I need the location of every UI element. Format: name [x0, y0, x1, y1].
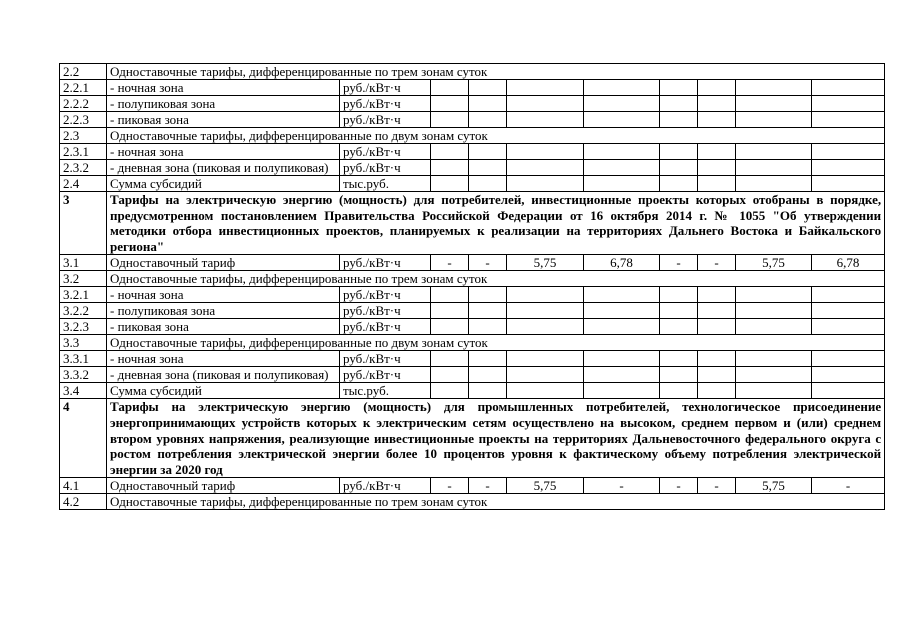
value-cell [698, 176, 736, 192]
value-cell [507, 112, 584, 128]
table-row [60, 160, 885, 176]
subsection-label: Одноставочные тарифы, дифференцированные по трем зонам суток [107, 64, 885, 80]
value-cell: 6,78 [584, 255, 660, 271]
row-number: 3.2.2 [60, 303, 107, 319]
value-cell [469, 287, 507, 303]
value-cell [736, 176, 812, 192]
value-cell [431, 351, 469, 367]
value-cell [469, 319, 507, 335]
row-label: - ночная зона [107, 287, 340, 303]
row-number: 3 [60, 192, 107, 255]
value-cell [660, 383, 698, 399]
value-cell [736, 96, 812, 112]
table-row [60, 478, 885, 494]
value-cell [431, 383, 469, 399]
table-row [60, 80, 885, 96]
table-row [60, 287, 885, 303]
value-cell [584, 351, 660, 367]
value-cell [584, 383, 660, 399]
value-cell [812, 287, 885, 303]
value-cell [812, 176, 885, 192]
unit-cell: руб./кВт·ч [340, 367, 431, 383]
table-row [60, 176, 885, 192]
row-number: 2.4 [60, 176, 107, 192]
value-cell: 5,75 [736, 255, 812, 271]
value-cell [812, 144, 885, 160]
row-label: Сумма субсидий [107, 383, 340, 399]
table-row [60, 144, 885, 160]
unit-cell: руб./кВт·ч [340, 478, 431, 494]
value-cell [736, 383, 812, 399]
value-cell [431, 287, 469, 303]
value-cell [507, 96, 584, 112]
unit-cell: руб./кВт·ч [340, 96, 431, 112]
row-label: - пиковая зона [107, 319, 340, 335]
value-cell [812, 383, 885, 399]
unit-cell: руб./кВт·ч [340, 80, 431, 96]
value-cell [660, 351, 698, 367]
value-cell [584, 112, 660, 128]
row-label: Одноставочный тариф [107, 478, 340, 494]
value-cell [698, 160, 736, 176]
value-cell [584, 144, 660, 160]
value-cell: 5,75 [507, 478, 584, 494]
value-cell [660, 367, 698, 383]
table-row [60, 399, 885, 478]
value-cell [469, 383, 507, 399]
row-label: - пиковая зона [107, 112, 340, 128]
value-cell [469, 303, 507, 319]
value-cell [660, 112, 698, 128]
value-cell: - [431, 255, 469, 271]
subsection-label: Одноставочные тарифы, дифференцированные по трем зонам суток [107, 494, 885, 510]
value-cell [469, 80, 507, 96]
value-cell [469, 144, 507, 160]
row-number: 3.2.1 [60, 287, 107, 303]
unit-cell: руб./кВт·ч [340, 319, 431, 335]
value-cell [736, 319, 812, 335]
value-cell [469, 160, 507, 176]
value-cell [812, 367, 885, 383]
value-cell [736, 287, 812, 303]
subsection-label: Одноставочные тарифы, дифференцированные по двум зонам суток [107, 128, 885, 144]
row-label: - дневная зона (пиковая и полупиковая) [107, 160, 340, 176]
value-cell [698, 96, 736, 112]
row-number: 3.3.2 [60, 367, 107, 383]
value-cell [469, 367, 507, 383]
value-cell: - [431, 478, 469, 494]
value-cell [507, 80, 584, 96]
table-row [60, 64, 885, 80]
value-cell [431, 96, 469, 112]
value-cell [660, 80, 698, 96]
row-label: - дневная зона (пиковая и полупиковая) [107, 367, 340, 383]
value-cell [812, 160, 885, 176]
value-cell [736, 351, 812, 367]
section-heading: Тарифы на электрическую энергию (мощность) для потребителей, инвестиционные проекты которых отобраны в порядке, предусмотренном постановлением Правительства Российской Федерации от 16 октября 2014 г. № 1055 "Об утверждении методики отбора инвестиционных проектов, планируемых к реализации на территориях Дальнего Востока и Байкальского региона" [107, 192, 885, 255]
value-cell [660, 176, 698, 192]
value-cell [507, 383, 584, 399]
value-cell [660, 144, 698, 160]
value-cell [698, 80, 736, 96]
value-cell [698, 383, 736, 399]
row-label: - полупиковая зона [107, 303, 340, 319]
table-row [60, 351, 885, 367]
value-cell [431, 303, 469, 319]
value-cell [469, 176, 507, 192]
value-cell [584, 80, 660, 96]
value-cell [469, 112, 507, 128]
value-cell [812, 112, 885, 128]
row-number: 4 [60, 399, 107, 478]
table-row [60, 335, 885, 351]
table-row [60, 494, 885, 510]
value-cell [469, 96, 507, 112]
value-cell [507, 160, 584, 176]
value-cell [736, 80, 812, 96]
row-number: 2.3 [60, 128, 107, 144]
value-cell [584, 319, 660, 335]
row-label: Одноставочный тариф [107, 255, 340, 271]
value-cell: 5,75 [507, 255, 584, 271]
value-cell: - [469, 478, 507, 494]
value-cell [584, 160, 660, 176]
table-row [60, 255, 885, 271]
value-cell [507, 367, 584, 383]
value-cell [736, 144, 812, 160]
value-cell: - [698, 478, 736, 494]
subsection-label: Одноставочные тарифы, дифференцированные по трем зонам суток [107, 271, 885, 287]
value-cell [660, 287, 698, 303]
value-cell: 6,78 [812, 255, 885, 271]
value-cell [660, 96, 698, 112]
row-number: 3.3.1 [60, 351, 107, 367]
value-cell [584, 96, 660, 112]
row-label: - ночная зона [107, 144, 340, 160]
value-cell [431, 319, 469, 335]
value-cell [469, 351, 507, 367]
table-row [60, 192, 885, 255]
value-cell [736, 367, 812, 383]
value-cell: - [812, 478, 885, 494]
unit-cell: руб./кВт·ч [340, 287, 431, 303]
unit-cell: тыс.руб. [340, 176, 431, 192]
value-cell [698, 319, 736, 335]
row-number: 3.2 [60, 271, 107, 287]
unit-cell: тыс.руб. [340, 383, 431, 399]
unit-cell: руб./кВт·ч [340, 112, 431, 128]
row-number: 3.3 [60, 335, 107, 351]
value-cell [698, 351, 736, 367]
value-cell [736, 303, 812, 319]
unit-cell: руб./кВт·ч [340, 160, 431, 176]
row-number: 2.2 [60, 64, 107, 80]
value-cell [584, 367, 660, 383]
unit-cell: руб./кВт·ч [340, 303, 431, 319]
value-cell [507, 303, 584, 319]
value-cell [507, 144, 584, 160]
subsection-label: Одноставочные тарифы, дифференцированные по двум зонам суток [107, 335, 885, 351]
row-number: 3.4 [60, 383, 107, 399]
table-row [60, 319, 885, 335]
value-cell [812, 303, 885, 319]
value-cell [584, 287, 660, 303]
row-label: - полупиковая зона [107, 96, 340, 112]
value-cell [698, 287, 736, 303]
value-cell [812, 351, 885, 367]
section-heading: Тарифы на электрическую энергию (мощность) для промышленных потребителей, технологическое присоединение энергопринимающих устройств которых к электрическим сетям осуществлено на высоком, среднем первом и (или) среднем втором уровнях напряжения, реализующие инвестиционные проекты на территориях Дальневосточного федерального округа с ростом потребления электрической энергии более 10 процентов уровня к фактическому объему потребления электрической энергии за 2020 год [107, 399, 885, 478]
value-cell [431, 144, 469, 160]
row-number: 2.2.1 [60, 80, 107, 96]
value-cell [660, 160, 698, 176]
table-row [60, 96, 885, 112]
value-cell [431, 176, 469, 192]
value-cell [812, 80, 885, 96]
value-cell [431, 160, 469, 176]
row-number: 3.2.3 [60, 319, 107, 335]
value-cell: - [660, 255, 698, 271]
value-cell [431, 112, 469, 128]
row-number: 4.2 [60, 494, 107, 510]
row-label: Сумма субсидий [107, 176, 340, 192]
value-cell [698, 367, 736, 383]
row-number: 2.2.3 [60, 112, 107, 128]
unit-cell: руб./кВт·ч [340, 144, 431, 160]
value-cell: 5,75 [736, 478, 812, 494]
tariff-table [59, 63, 885, 510]
value-cell [584, 176, 660, 192]
value-cell [812, 319, 885, 335]
table-row [60, 303, 885, 319]
value-cell [507, 287, 584, 303]
value-cell [507, 351, 584, 367]
value-cell [812, 96, 885, 112]
value-cell: - [660, 478, 698, 494]
value-cell [507, 319, 584, 335]
table-row [60, 367, 885, 383]
unit-cell: руб./кВт·ч [340, 351, 431, 367]
value-cell [698, 303, 736, 319]
value-cell [660, 303, 698, 319]
row-number: 2.3.1 [60, 144, 107, 160]
row-label: - ночная зона [107, 351, 340, 367]
value-cell [736, 112, 812, 128]
value-cell [431, 367, 469, 383]
table-row [60, 271, 885, 287]
value-cell [698, 112, 736, 128]
value-cell: - [469, 255, 507, 271]
value-cell [507, 176, 584, 192]
unit-cell: руб./кВт·ч [340, 255, 431, 271]
row-number: 3.1 [60, 255, 107, 271]
row-number: 4.1 [60, 478, 107, 494]
row-label: - ночная зона [107, 80, 340, 96]
value-cell [698, 144, 736, 160]
value-cell [584, 303, 660, 319]
value-cell: - [584, 478, 660, 494]
value-cell [431, 80, 469, 96]
table-row [60, 128, 885, 144]
table-row [60, 112, 885, 128]
value-cell [736, 160, 812, 176]
value-cell: - [698, 255, 736, 271]
table-row [60, 383, 885, 399]
value-cell [660, 319, 698, 335]
row-number: 2.3.2 [60, 160, 107, 176]
row-number: 2.2.2 [60, 96, 107, 112]
